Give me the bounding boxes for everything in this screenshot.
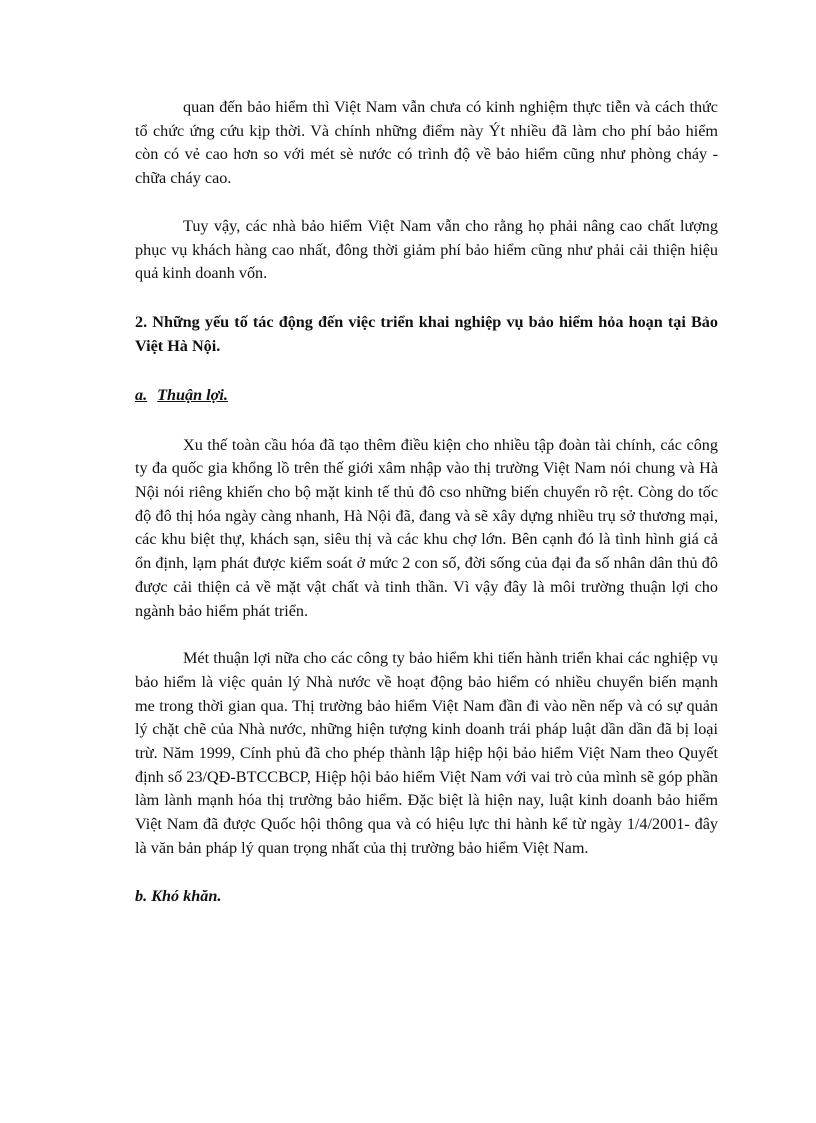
subheading-advantages-title: Thuận lợi. (157, 385, 228, 404)
section-heading: 2. Những yếu tố tác động đến việc triển khai nghiệp vụ bảo hiểm hỏa hoạn tại Bảo Việt Hà Nội. (135, 312, 718, 355)
paragraph-globalization: Xu thế toàn cầu hóa đã tạo thêm điều kiện cho nhiều tập đoàn tài chính, các công ty đa quốc gia khổng lồ trên thế giới xâm nhập vào thị trường Việt Nam nói chung và Hà Nội nói riêng khiến cho bộ mặt kinh tế thủ đô cso những biến chuyển rõ rệt. Còng do tốc độ đô thị hóa ngày càng nhanh, Hà Nội đã, đang và sẽ xây dựng nhiều trụ sở thương mại, các khu biệt thự, khách sạn, siêu thị và các khu chợ lớn. Bên cạnh đó là tình hình giá cả ổn định, lạm phát được kiểm soát ở mức 2 con số, đời sống của đại đa số nhân dân thủ đô được cải thiện cả về mặt vật chất và tinh thần. Vì vậy đây là môi trường thuận lợi cho ngành bảo hiểm phát triển. (135, 435, 718, 620)
paragraph-quality-improvement: Tuy vậy, các nhà bảo hiểm Việt Nam vẫn cho rằng họ phải nâng cao chất lượng phục vụ khách hàng cao nhất, đông thời giảm phí bảo hiểm cũng như phải cải thiện hiệu quả kinh doanh vốn. (135, 216, 718, 283)
paragraph-insurance-experience: quan đến bảo hiểm thì Việt Nam vẫn chưa có kinh nghiệm thực tiễn và cách thức tổ chức ứng cứu kịp thời. Và chính những điểm này Ýt nhiều đã làm cho phí bảo hiểm còn có vẻ cao hơn so với mét sè nước có trình độ về bảo hiểm cũng như phòng cháy - chữa cháy cao. (135, 98, 718, 188)
subheading-difficulties: b. Khó khăn. (135, 886, 222, 905)
paragraph-state-management: Mét thuận lợi nữa cho các công ty bảo hiểm khi tiến hành triển khai các nghiệp vụ bảo hiểm là việc quản lý Nhà nước về hoạt động bảo hiểm có nhiều chuyển biến mạnh me trong thời gian qua. Thị trường bảo hiểm Việt Nam đần đi vào nền nếp và có sự quản lý chặt chẽ của Nhà nước, những hiện tượng kinh doanh trái pháp luật dần dần đã bị loại trừ. Năm 1999, Cính phủ đã cho phép thành lập hiệp hội bảo hiểm Việt Nam theo Quyết định số 23/QĐ-BTCCBCP, Hiệp hội bảo hiểm Việt Nam với vai trò của mình sẽ góp phần làm lành mạnh hóa thị trường bảo hiểm. Đặc biệt là hiện nay, luật kinh doanh bảo hiểm Việt Nam đã được Quốc hội thông qua và có hiệu lực thi hành kể từ ngày 1/4/2001- đây là văn bản pháp lý quan trọng nhất của thị trường bảo hiểm Việt Nam. (135, 649, 718, 857)
document-body (135, 96, 718, 934)
subheading-advantages (135, 384, 718, 408)
subheading-advantages-marker: a. (135, 385, 148, 404)
